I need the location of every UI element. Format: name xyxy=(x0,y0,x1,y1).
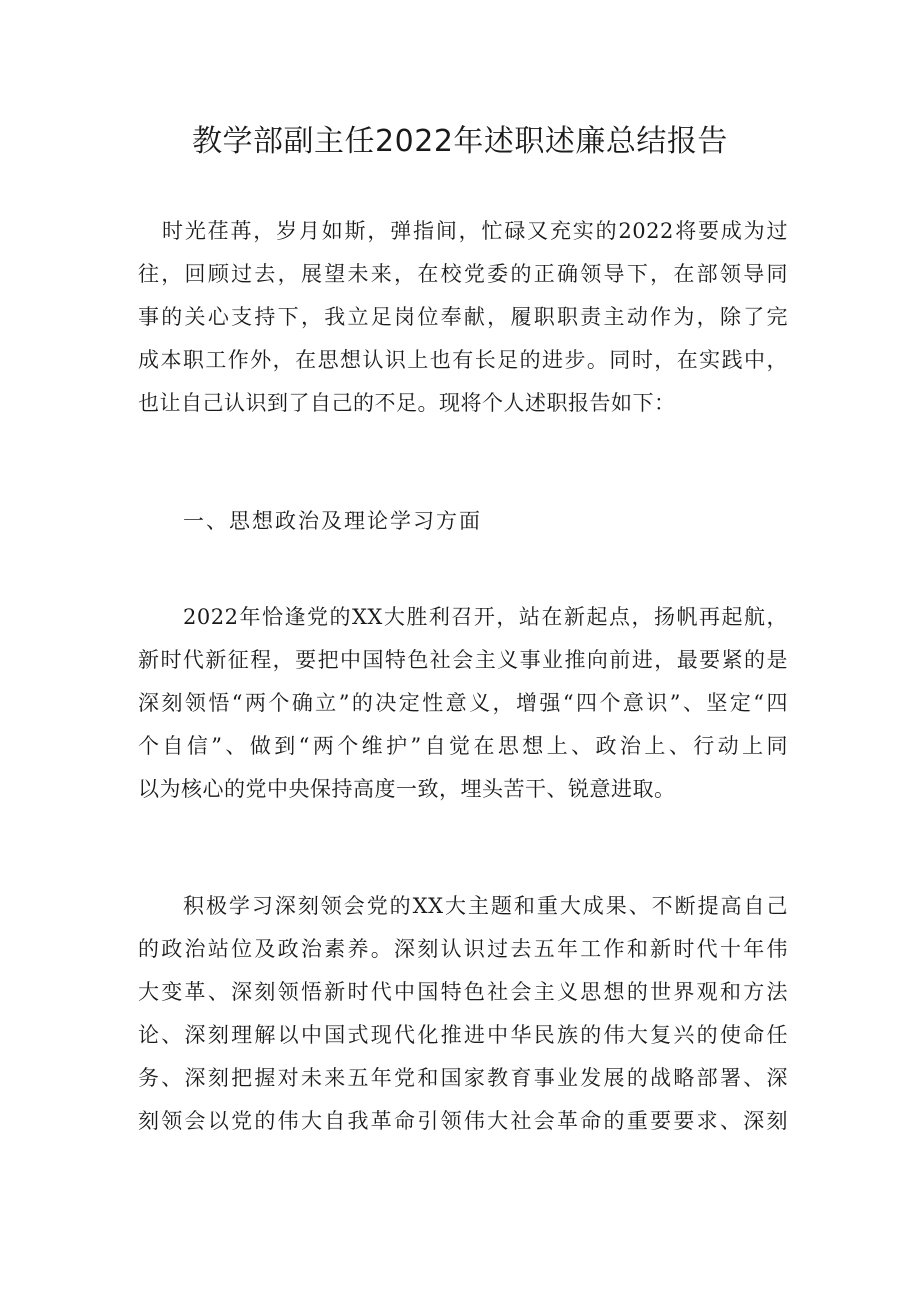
paragraph-line: 的政治站位及政治素养。深刻认识过去五年工作和新时代十年伟 xyxy=(138,937,788,961)
paragraph-line: 2022年恰逢党的XX大胜利召开，站在新起点，扬帆再起航， xyxy=(183,605,788,629)
paragraph-line: 新时代新征程，要把中国特色社会主义事业推向前进，最要紧的是 xyxy=(138,648,788,672)
paragraph-line: 事的关心支持下，我立足岗位奉献，履职职责主动作为，除了完 xyxy=(138,305,788,329)
section-heading: 一、思想政治及理论学习方面 xyxy=(183,509,482,533)
paragraph-line: 往，回顾过去，展望未来，在校党委的正确领导下，在部领导同 xyxy=(138,262,788,286)
paragraph-line: 论、深刻理解以中国式现代化推进中华民族的伟大复兴的使命任 xyxy=(138,1023,788,1047)
paragraph-line: 个自信”、做到“两个维护”自觉在思想上、政治上、行动上同 xyxy=(138,734,788,758)
paragraph-study xyxy=(138,885,788,1143)
paragraph-line: 积极学习深刻领会党的XX大主题和重大成果、不断提高自己 xyxy=(183,894,788,918)
paragraph-congress xyxy=(138,596,788,811)
paragraph-line: 务、深刻把握对未来五年党和国家教育事业发展的战略部署、深 xyxy=(138,1066,788,1090)
paragraph-intro xyxy=(138,210,788,425)
paragraph-line: 深刻领悟“两个确立”的决定性意义，增强“四个意识”、坚定“四 xyxy=(138,691,788,715)
document-title: 教学部副主任2022年述职述廉总结报告 xyxy=(192,124,728,159)
paragraph-line: 刻领会以党的伟大自我革命引领伟大社会革命的重要要求、深刻 xyxy=(138,1109,788,1133)
paragraph-line: 成本职工作外，在思想认识上也有长足的进步。同时，在实践中， xyxy=(138,348,788,372)
paragraph-line: 也让自己认识到了自己的不足。现将个人述职报告如下： xyxy=(138,391,676,415)
paragraph-line: 时光荏苒，岁月如斯，弹指间，忙碌又充实的2022将要成为过 xyxy=(162,219,788,243)
paragraph-line: 大变革、深刻领悟新时代中国特色社会主义思想的世界观和方法 xyxy=(138,980,788,1004)
paragraph-line: 以为核心的党中央保持高度一致，埋头苦干、锐意进取。 xyxy=(138,777,676,801)
